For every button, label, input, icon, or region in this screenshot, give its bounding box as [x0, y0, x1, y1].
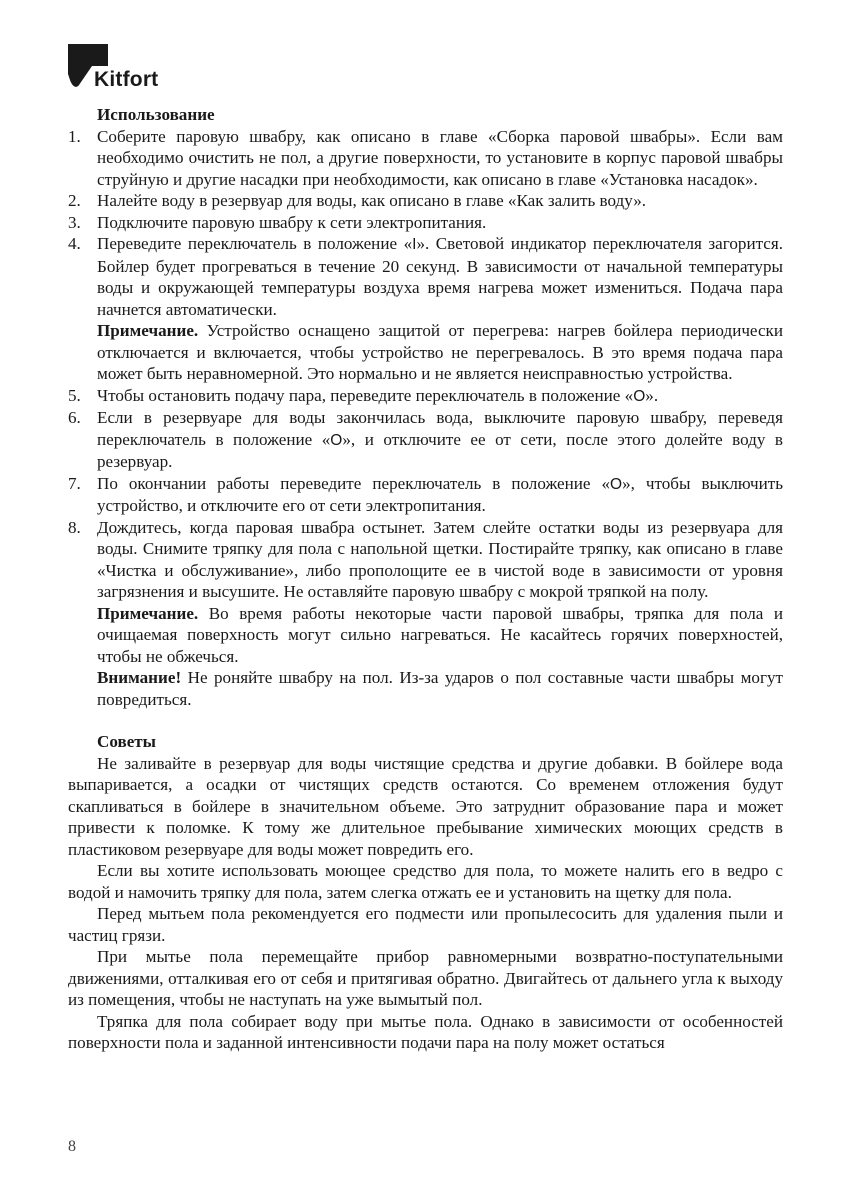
step-text: По окончании работы переведите переключатель в положение «: [97, 473, 611, 493]
step-text: Переведите переключатель в положение «: [97, 234, 413, 253]
list-item: [68, 190, 783, 212]
usage-steps: [68, 126, 783, 321]
note-label: Примечание.: [97, 603, 199, 623]
tips-paragraph: Перед мытьем пола рекомендуется его подмести или пропылесосить для удаления пыли и частиц грязи.: [68, 904, 783, 945]
list-item: [68, 126, 783, 191]
switch-symbol: O: [610, 475, 623, 493]
step-text: Дождитесь, когда паровая швабра остынет. Затем слейте остатки воды из резервуара для воды. Снимите тряпку для пола с напольной щетки. Постирайте тряпку, как описано в главе «Чистка и обслуживание», либо прополощите ее в чистой воде в зависимости от уровня загрязнения и высушите. Не оставляйте паровую швабру с мокрой тряпкой на полу.: [97, 517, 783, 601]
step-text: Чтобы остановить подачу пара, переведите переключатель в положение «: [97, 385, 634, 405]
note-overheat: [68, 320, 783, 385]
note-text: Во время работы некоторые части паровой швабры, тряпка для пола и очищаемая поверхность могут сильно нагреваться. Не касайтесь горячих поверхностей, чтобы не обжечься.: [97, 603, 783, 666]
tips-paragraph: Не заливайте в резервуар для воды чистящие средства и другие добавки. В бойлере вода выпаривается, а осадки от чистящих средств остаются. Со временем отложения будут скапливаться в бойлере в значительном объеме. Это затруднит образование пара и может привести к поломке. К тому же длительное пребывание химических моющих средств в пластиковом резервуаре для воды может повредить его.: [68, 753, 783, 859]
step-text: », и отключите ее от сети, после этого долейте воду в резервуар.: [97, 429, 784, 471]
list-item: [68, 517, 783, 603]
page-number: 8: [68, 1138, 76, 1155]
tips-paragraph: Если вы хотите использовать моющее средство для пола, то можете налить его в ведро с водой и намочить тряпку для пола, затем слегка отжать ее и установить на щетку для пола.: [68, 861, 783, 902]
switch-symbol: I: [412, 236, 417, 253]
document-body: [68, 104, 783, 1054]
warning-label: Внимание!: [97, 668, 182, 687]
step-text: », чтобы выключить устройство, и отключите его от сети электропитания.: [97, 473, 783, 515]
step-number: 2.: [68, 191, 81, 210]
step-text: Соберите паровую швабру, как описано в главе «Сборка паровой швабры». Если вам необходимо очистить не пол, а другие поверхности, то установите в корпус паровой швабры струйную и другие насадки при необходимости, как описано в главе «Установка насадок».: [97, 126, 783, 189]
step-number: 6.: [68, 408, 81, 427]
list-item: [68, 385, 783, 408]
list-item: [68, 407, 783, 473]
usage-heading: Использование: [97, 105, 215, 124]
step-number: 5.: [68, 385, 81, 405]
list-item: [68, 212, 783, 234]
step-text: ».: [645, 385, 659, 405]
step-number: 4.: [68, 234, 81, 253]
step-number: 7.: [68, 473, 81, 493]
warning-drop: [68, 667, 783, 710]
switch-symbol: O: [330, 431, 343, 449]
tips-paragraph: При мытье пола перемещайте прибор равномерными возвратно-поступательными движениями, отталкивая его от себя и притягивая обратно. Двигайтесь от дальнего угла к выходу из помещения, чтобы не наступать на уже вымытый пол.: [68, 947, 783, 1009]
step-text: ». Световой индикатор переключателя загорится. Бойлер будет прогреваться в течение 20 секунд. В зависимости от начальной температуры воды и окружающей температуры воздуха время нагрева может измениться. Подача пара начнется автоматически.: [97, 234, 783, 319]
step-text: Если в резервуаре для воды закончилась вода, выключите паровую швабру, переведя переключатель в положение «: [97, 408, 783, 449]
note-text: Устройство оснащено защитой от перегрева: нагрев бойлера периодически отключается и включается, чтобы устройство не перегревалось. В это время подача пара может быть неравномерной. Это нормально и не является неисправностью устройства.: [97, 321, 783, 383]
list-item: [68, 233, 783, 320]
list-item: [68, 473, 783, 517]
tips-paragraph: Тряпка для пола собирает воду при мытье пола. Однако в зависимости от особенностей поверхности пола и заданной интенсивности подачи пара на полу может остаться: [68, 1011, 783, 1052]
brand-name: Kitfort: [94, 68, 159, 91]
usage-steps-continued: [68, 385, 783, 603]
note-label: Примечание.: [97, 321, 199, 340]
tips-heading: Советы: [97, 732, 157, 751]
warning-text: Не роняйте швабру на пол. Из-за ударов о пол составные части швабры могут повредиться.: [97, 668, 783, 709]
step-text: Налейте воду в резервуар для воды, как описано в главе «Как залить воду».: [97, 191, 647, 210]
step-number: 1.: [68, 126, 81, 146]
step-number: 8.: [68, 517, 81, 537]
step-text: Подключите паровую швабру к сети электропитания.: [97, 212, 487, 232]
step-number: 3.: [68, 212, 81, 232]
note-hot-surfaces: [68, 603, 783, 668]
switch-symbol: O: [633, 387, 646, 405]
